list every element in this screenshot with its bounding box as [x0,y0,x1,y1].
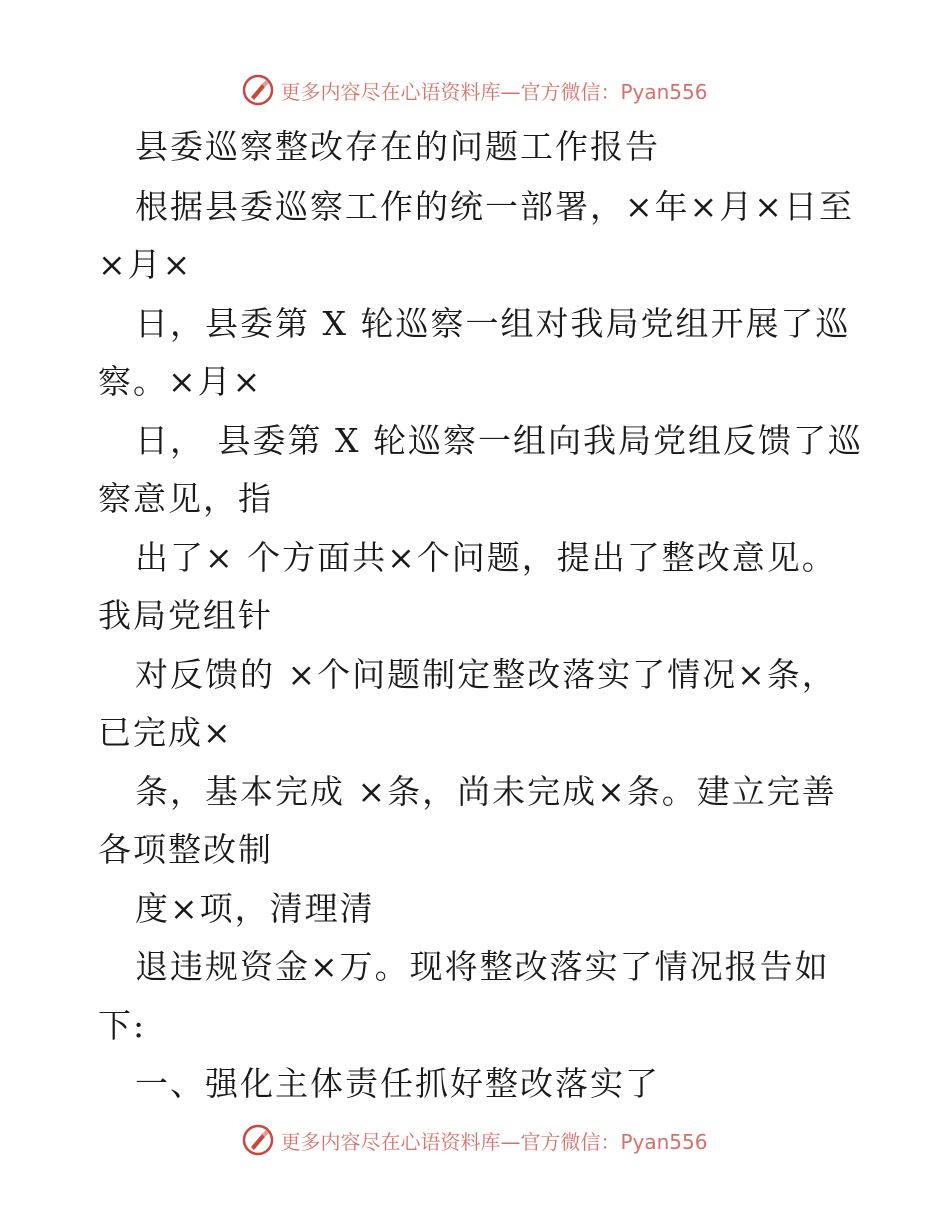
section-heading: 一、强化主体责任抓好整改落实了 [135,1064,660,1103]
watermark-footer [0,1122,950,1158]
paragraph-line: 各项整改制 [98,830,273,869]
paragraph-line: 下: [98,1006,147,1045]
paragraph-line: 我局党组针 [98,596,273,635]
paragraph-line: 日，县委第 X 轮巡察一组对我局党组开展了巡 [135,304,851,343]
watermark-text: 更多内容尽在心语资料库—官方微信：Pyan556 [280,1129,708,1154]
paragraph-line: 察。×月× [98,362,263,401]
paragraph-line: 出了× 个方面共×个问题，提出了整改意见。 [135,538,837,577]
document-title: 县委巡察整改存在的问题工作报告 [135,127,660,166]
paragraph-line: 已完成× [98,713,233,752]
paragraph-line: 日， 县委第 X 轮巡察一组向我局党组反馈了巡 [135,421,863,460]
paragraph-line: ×月× [98,245,193,284]
paragraph-line: 退违规资金×万。现将整改落实了情况报告如 [135,947,830,986]
paragraph-line: 察意见，指 [98,479,273,518]
paragraph-line: 度×项，清理清 [135,889,375,928]
pen-logo-icon [242,1124,274,1156]
paragraph-line: 根据县委巡察工作的统一部署，×年×月×日至 [135,187,854,226]
paragraph-line: 条，基本完成 ×条，尚未完成×条。建立完善 [135,772,837,811]
watermark-text: 更多内容尽在心语资料库—官方微信：Pyan556 [280,79,708,104]
paragraph-line: 对反馈的 ×个问题制定整改落实了情况×条， [135,655,837,694]
